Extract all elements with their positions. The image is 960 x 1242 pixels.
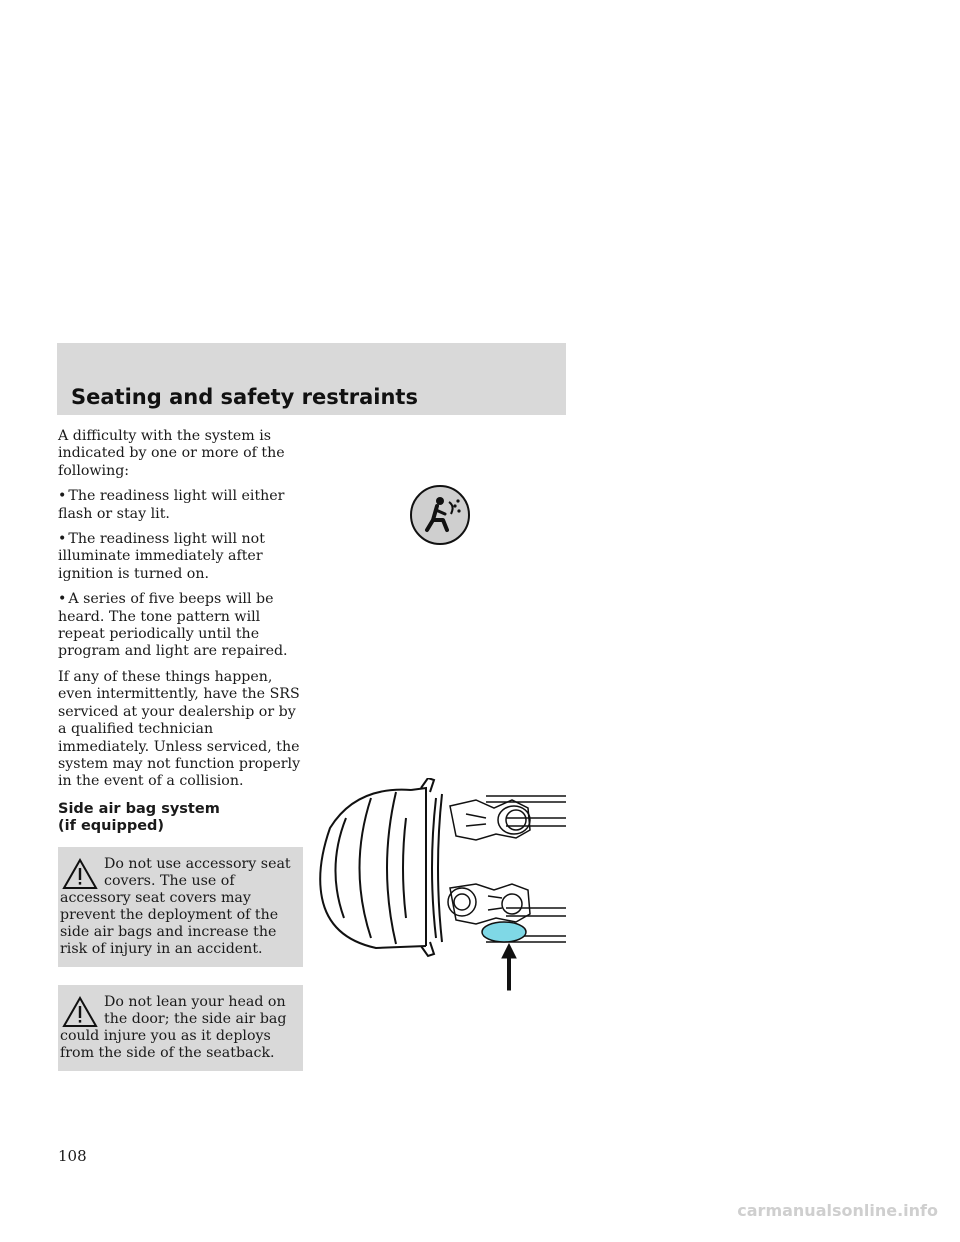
bullet-text: A series of five beeps will be heard. The tone pattern will repeat periodically until the program and light are repaired. [58,591,288,660]
bullet-text: The readiness light will either flash or stay lit. [58,488,285,522]
bullet-item [58,591,303,661]
warning-box-lean-head [58,985,303,1071]
bullet-text: The readiness light will not illuminate immediately after ignition is turned on. [58,531,265,582]
side-airbag-heading-line1: Side air bag system [58,800,220,817]
section-header-band [57,343,566,415]
bullet-marker: • [58,488,67,505]
warning-triangle-icon [62,858,98,890]
section-title: Seating and safety restraints [71,385,418,409]
bullet-marker: • [58,591,67,608]
side-airbag-car-illustration [316,778,566,992]
bullet-item [58,531,303,583]
bullet-marker: • [58,531,67,548]
warning-text: Do not lean your head on the door; the side air bag could injure you as it deploys from the side of the seatback. [60,993,287,1061]
warning-box-seat-covers [58,847,303,967]
watermark: carmanualsonline.info [737,1201,938,1220]
page-number: 108 [58,1147,87,1165]
service-paragraph: If any of these things happen, even intermittently, have the SRS serviced at your dealership or by a qualified technician immediately. Unless serviced, the system may not function properly in the event of a collision. [58,668,301,790]
body-column [58,428,303,1089]
warning-triangle-icon [62,996,98,1028]
bullet-item [58,488,303,523]
intro-paragraph: A difficulty with the system is indicated by one or more of the following: [58,428,285,479]
airbag-warning-icon [409,484,471,546]
side-airbag-heading [58,801,303,835]
warning-text: Do not use accessory seat covers. The use of accessory seat covers may prevent the deployment of the side air bags and increase the risk of injury in an accident. [60,855,291,957]
side-airbag-heading-line2: (if equipped) [58,817,165,834]
